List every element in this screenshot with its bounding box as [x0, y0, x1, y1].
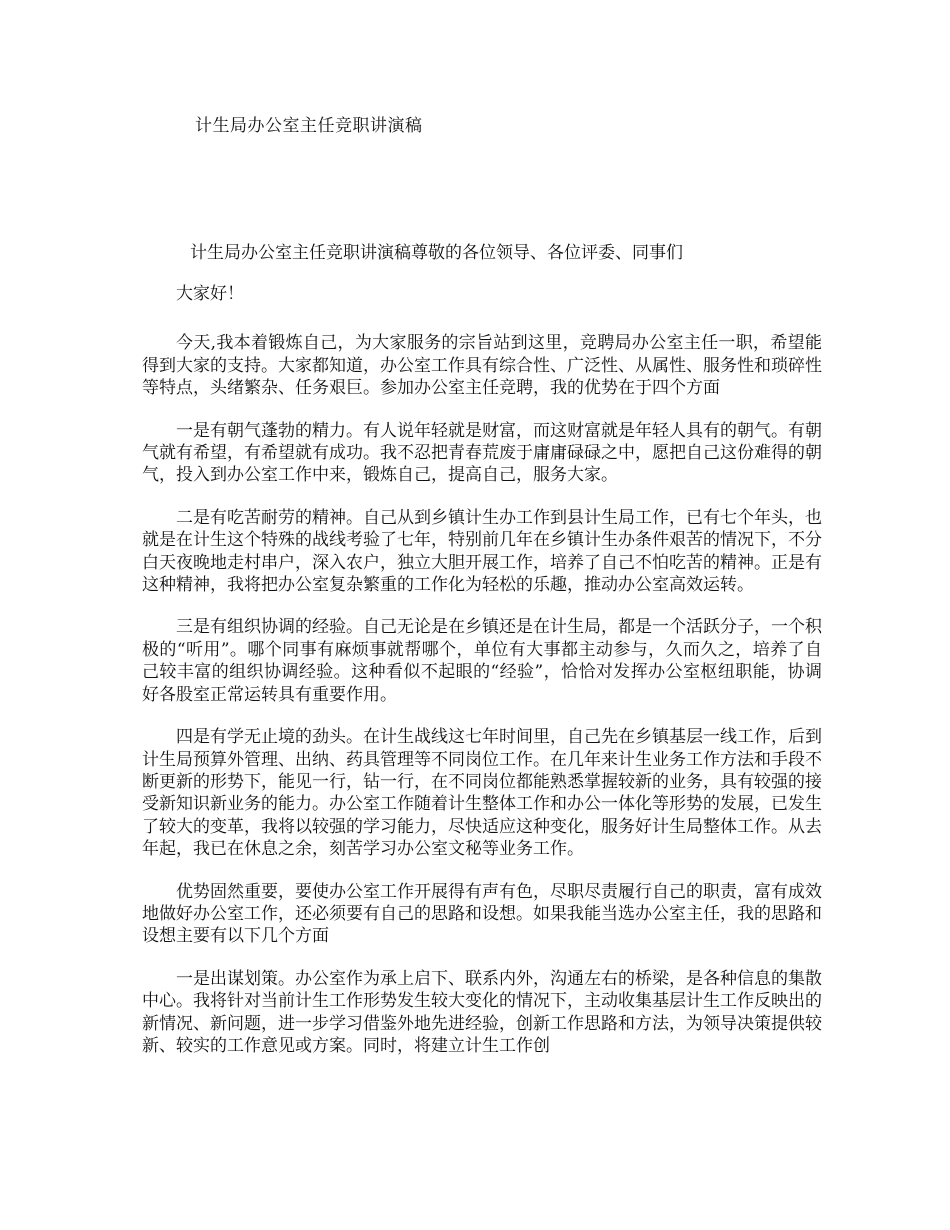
paragraph-advantage-2: 二是有吃苦耐劳的精神。自己从到乡镇计生办工作到县计生局工作，已有七个年头，也就是在计生这个特殊的战线考验了七年，特别前几年在乡镇计生办条件艰苦的情况下，不分白天夜晚地走村串户，深入农户，独立大胆开展工作，培养了自己不怕吃苦的精神。正是有这种精神，我将把办公室复杂繁重的工作化为轻松的乐趣，推动办公室高效运转。 [142, 507, 822, 596]
document-body [142, 283, 822, 1077]
paragraph-advantage-1: 一是有朝气蓬勃的精力。有人说年轻就是财富，而这财富就是年轻人具有的朝气。有朝气就有希望，有希望就有成功。我不忍把青春荒废于庸庸碌碌之中，愿把自己这份难得的朝气，投入到办公室工作中来，锻炼自己，提高自己，服务大家。 [142, 420, 822, 486]
greeting-paragraph: 大家好！ [176, 284, 244, 304]
paragraph-advantage-4: 四是有学无止境的劲头。在计生战线这七年时间里，自己先在乡镇基层一线工作，后到计生局预算外管理、出纳、药具管理等不同岗位工作。在几年来计生业务工作方法和手段不断更新的形势下，能见一行，钻一行，在不同岗位都能熟悉掌握较新的业务，具有较强的接受新知识新业务的能力。办公室工作随着计生整体工作和办公一体化等形势的发展，已发生了较大的变革，我将以较强的学习能力，尽快适应这种变化，服务好计生局整体工作。从去年起，我已在休息之余，刻苦学习办公室文秘等业务工作。 [142, 727, 822, 860]
paragraph-plan-1: 一是出谋划策。办公室作为承上启下、联系内外，沟通左右的桥梁，是各种信息的集散中心。我将针对当前计生工作形势发生较大变化的情况下，主动收集基层计生工作反映出的新情况、新问题，进一步学习借鉴外地先进经验，创新工作思路和方法，为领导决策提供较新、较实的工作意见或方案。同时，将建立计生工作创 [142, 968, 822, 1056]
document-title: 计生局办公室主任竞职讲演稿 [195, 116, 423, 136]
paragraph-advantage-3: 三是有组织协调的经验。自己无论是在乡镇还是在计生局，都是一个活跃分子，一个积极的“听用”。哪个同事有麻烦事就帮哪个，单位有大事都主动参与，久而久之，培养了自己较丰富的组织协调经验。这种看似不起眼的“经验”，恰恰对发挥办公室枢纽职能，协调好各股室正常运转具有重要作用。 [142, 617, 822, 705]
document-subtitle: 计生局办公室主任竞职讲演稿尊敬的各位领导、各位评委、同事们 [190, 243, 683, 263]
paragraph-intro: 今天,我本着锻炼自己，为大家服务的宗旨站到这里，竞聘局办公室主任一职，希望能得到大家的支持。大家都知道，办公室工作具有综合性、广泛性、从属性、服务性和琐碎性等特点，头绪繁杂、任务艰巨。参加办公室主任竞聘，我的优势在于四个方面 [142, 333, 822, 399]
paragraph-transition: 优势固然重要，要使办公室工作开展得有声有色，尽职尽责履行自己的职责，富有成效地做好办公室工作，还必须要有自己的思路和设想。如果我能当选办公室主任，我的思路和设想主要有以下几个方面 [142, 881, 822, 947]
